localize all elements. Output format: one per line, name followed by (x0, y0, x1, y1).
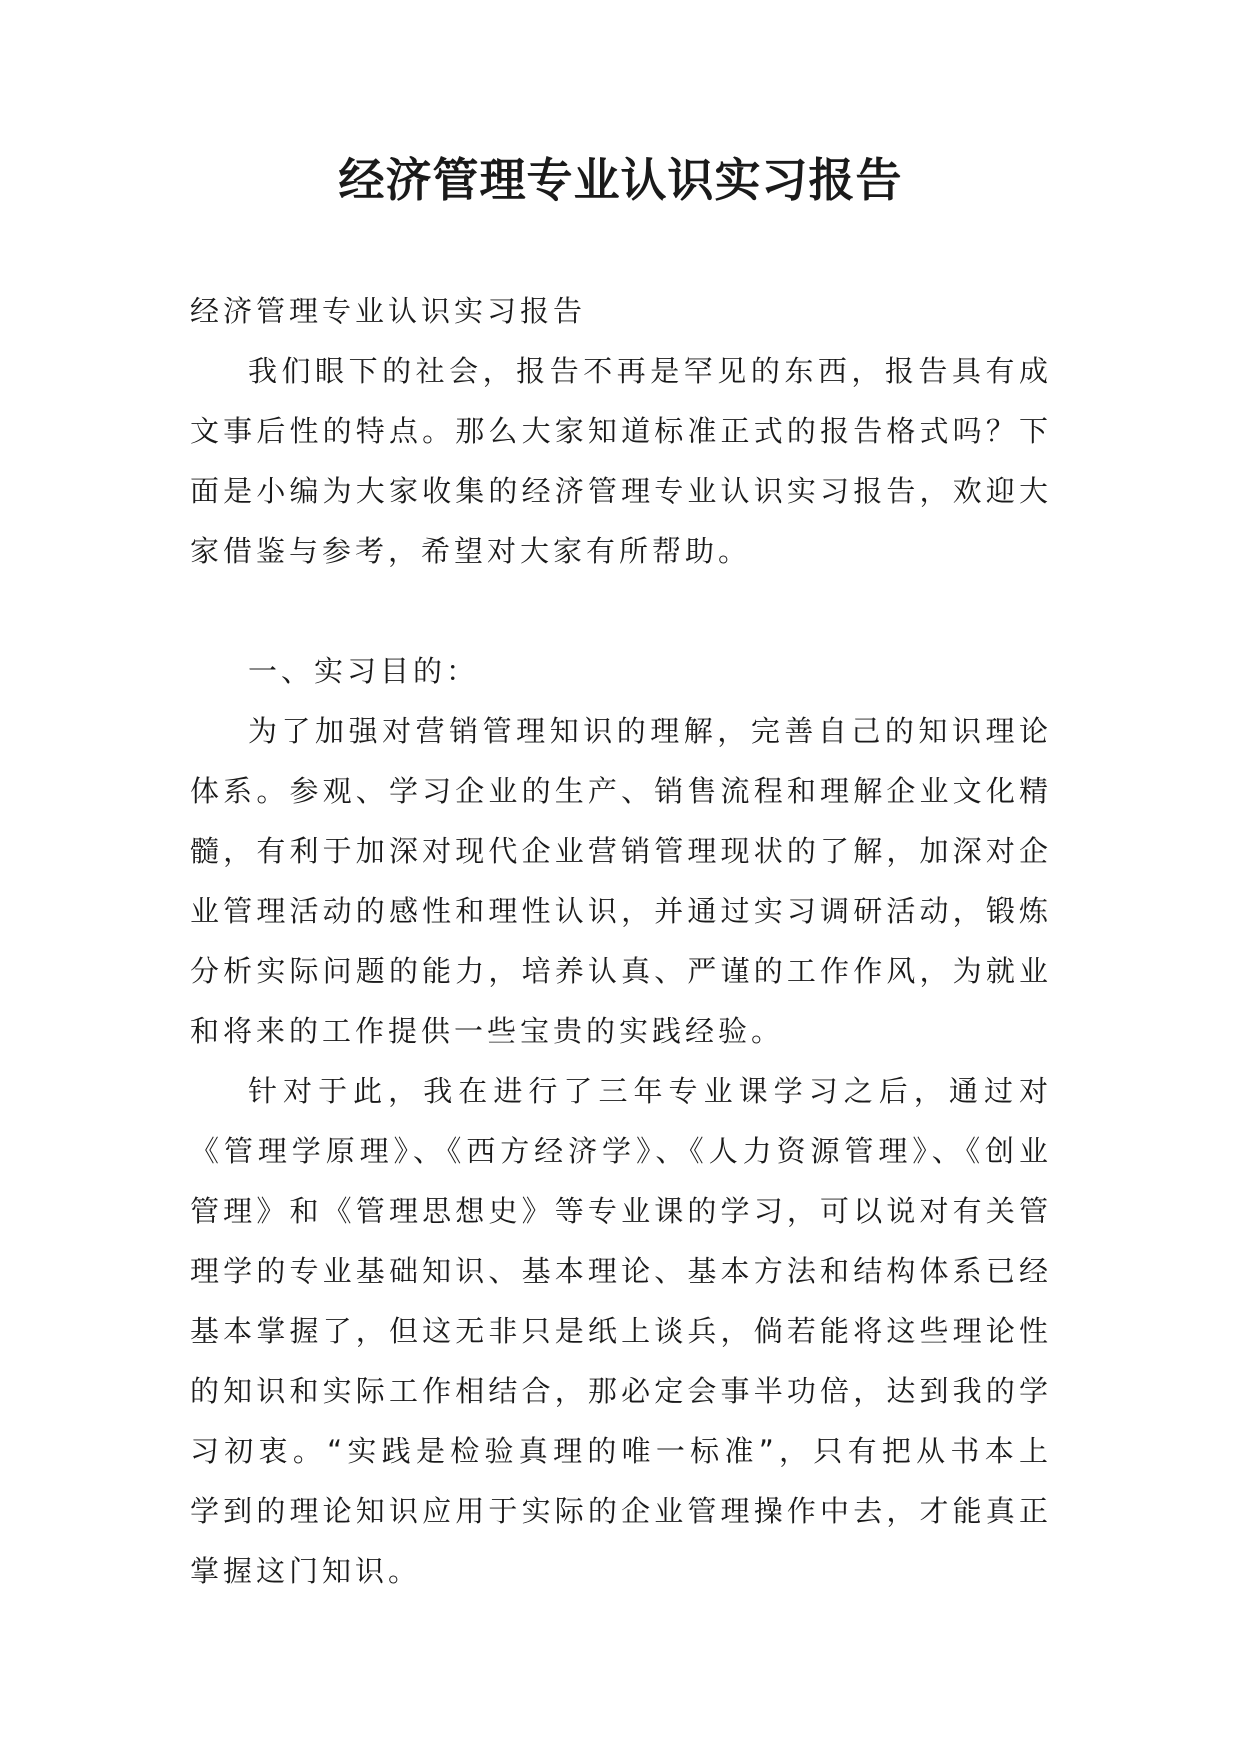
body-paragraph-2: 针对于此，我在进行了三年专业课学习之后，通过对《管理学原理》、《西方经济学》、《人力资源管理》、《创业管理》和《管理思想史》等专业课的学习，可以说对有关管理学的专业基础知识、基本理论、基本方法和结构体系已经基本掌握了，但这无非只是纸上谈兵，倘若能将这些理论性的知识和实际工作相结合，那必定会事半功倍，达到我的学习初衷。“实践是检验真理的唯一标准”，只有把从书本上学到的理论知识应用于实际的企业管理操作中去，才能真正掌握这门知识。 (190, 1074, 1052, 1588)
document-subtitle: 经济管理专业认识实习报告 (190, 294, 587, 328)
section-heading: 一、实习目的： (248, 654, 480, 688)
document-title: 经济管理专业认识实习报告 (338, 153, 903, 207)
document-body (190, 281, 1052, 1601)
paragraph-spacer (190, 581, 1052, 641)
body-paragraph-1: 为了加强对营销管理知识的理解，完善自己的知识理论体系。参观、学习企业的生产、销售流程和理解企业文化精髓，有利于加深对现代企业营销管理现状的了解，加深对企业管理活动的感性和理性认识，并通过实习调研活动，锻炼分析实际问题的能力，培养认真、严谨的工作作风，为就业和将来的工作提供一些宝贵的实践经验。 (190, 714, 1052, 1048)
intro-paragraph: 我们眼下的社会，报告不再是罕见的东西，报告具有成文事后性的特点。那么大家知道标准正式的报告格式吗？下面是小编为大家收集的经济管理专业认识实习报告，欢迎大家借鉴与参考，希望对大家有所帮助。 (190, 354, 1052, 568)
